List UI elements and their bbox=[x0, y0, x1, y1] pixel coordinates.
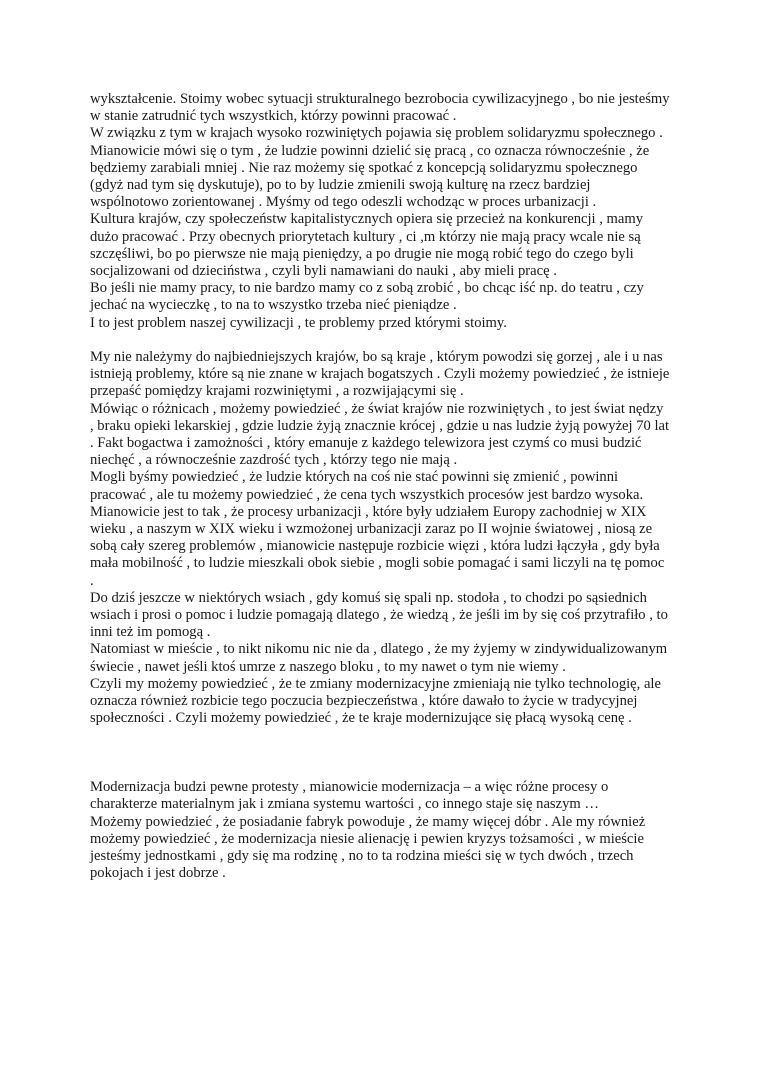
paragraph: Do dziś jeszcze w niektórych wsiach , gdy komuś się spali np. stodoła , to chodzi po sąsiednich wsiach i prosi o pomoc i ludzie pomagają dlatego , że wiedzą , że jeśli im by się coś przytrafiło , to inni też im pomogą . bbox=[90, 589, 668, 641]
section-unemployment bbox=[90, 91, 670, 332]
paragraph: Natomiast w mieście , to nikt nikomu nic nie da , dlatego , że my żyjemy w zindywidualizowanym świecie , nawet jeśli ktoś umrze z naszego bloku , to my nawet o tym nie wiemy . bbox=[90, 641, 668, 675]
section-modernization bbox=[90, 779, 670, 882]
paragraph: Mianowicie jest to tak , że procesy urbanizacji , które były udziałem Europy zachodniej w XIX wieku , a naszym w XIX wieku i wzmożonej urbanizacji zaraz po II wojnie światowej , niosą ze sobą cały szereg problemów , mianowicie następuje rozbicie więzi , która ludzi łączyła , gdy była mała mobilność , to ludzie mieszkali obok siebie , mogli sobie pomagać i sami liczyli na tę pomoc . bbox=[90, 503, 665, 589]
paragraph: My nie należymy do najbiedniejszych krajów, bo są kraje , którym powodzi się gorzej , ale i u nas istnieją problemy, które są nie znane w krajach bogatszych . Czyli możemy powiedzieć , że istnieje przepaść pomiędzy krajami rozwiniętymi , a rozwijającymi się . bbox=[90, 349, 670, 400]
paragraph: Mogli byśmy powiedzieć , że ludzie których na coś nie stać powinni się zmienić , powinni pracować , ale tu możemy powiedzieć , że cena tych wszystkich procesów jest bardzo wysoka. bbox=[90, 469, 644, 503]
paragraph: wykształcenie. Stoimy wobec sytuacji strukturalnego bezrobocia cywilizacyjnego , bo nie jesteśmy w stanie zatrudnić tych wszystkich, którzy powinni pracować . bbox=[90, 91, 670, 125]
paragraph: Modernizacja budzi pewne protesty , mianowicie modernizacja – a więc różne procesy o charakterze materialnym jak i zmiana systemu wartości , co innego staje się naszym … bbox=[90, 779, 609, 813]
paragraph: Bo jeśli nie mamy pracy, to nie bardzo mamy co z sobą zrobić , bo chcąc iść np. do teatru , czy jechać na wycieczkę , to na to wszystko trzeba nieć pieniądze . bbox=[90, 280, 644, 314]
paragraph: I to jest problem naszej cywilizacji , te problemy przed którymi stoimy. bbox=[90, 314, 507, 331]
section-development-gap bbox=[90, 349, 670, 727]
paragraph: W związku z tym w krajach wysoko rozwiniętych pojawia się problem solidaryzmu społecznego . Mianowicie mówi się o tym , że ludzie powinni dzielić się pracą , co oznacza równocześnie , że będziemy zarabiali mniej . Nie raz możemy się spotkać z koncepcją solidaryzmu społecznego (gdyż nad tym się dyskutuje), po to by ludzie zmienili swoją kulturę na rzecz bardziej wspólnotowo zorientowanej . Myśmy od tego odeszli wchodząc w proces urbanizacji . bbox=[90, 125, 663, 211]
paragraph-spacer bbox=[90, 332, 670, 349]
paragraph-spacer bbox=[90, 728, 670, 780]
paragraph: Mówiąc o różnicach , możemy powiedzieć , że świat krajów nie rozwiniętych , to jest świat nędzy , braku opieki lekarskiej , gdzie ludzie żyją znacznie krócej , gdzie u nas ludzie żyją powyżej 70 lat . Fakt bogactwa i zamożności , który emanuje z każdego telewizora jest czymś co musi budzić niechęć , a równocześnie zazdrość tych , którzy tego nie mają . bbox=[90, 400, 670, 469]
paragraph: Możemy powiedzieć , że posiadanie fabryk powoduje , że mamy więcej dóbr . Ale my również możemy powiedzieć , że modernizacja niesie alienację i pewien kryzys tożsamości , w mieście jesteśmy jednostkami , gdy się ma rodzinę , no to ta rodzina mieści się w tych dwóch , trzech pokojach i jest dobrze . bbox=[90, 813, 646, 882]
paragraph: Czyli my możemy powiedzieć , że te zmiany modernizacyjne zmieniają nie tylko technologię, ale oznacza również rozbicie tego poczucia bezpieczeństwa , które dawało to życie w tradycyjnej społeczności . Czyli możemy powiedzieć , że te kraje modernizujące się płacą wysoką cenę . bbox=[90, 675, 661, 727]
paragraph: Kultura krajów, czy społeczeństw kapitalistycznych opiera się przecież na konkurencji , mamy dużo pracować . Przy obecnych priorytetach kultury , ci ,m którzy nie mają pracy wcale nie są szczęśliwi, bo po pierwsze nie mają pieniędzy, a po drugie nie mogą robić tego do czego byli socjalizowani od dzieciństwa , czyli byli namawiani do nauki , aby mieli pracę . bbox=[90, 211, 643, 280]
document-page bbox=[90, 91, 670, 882]
